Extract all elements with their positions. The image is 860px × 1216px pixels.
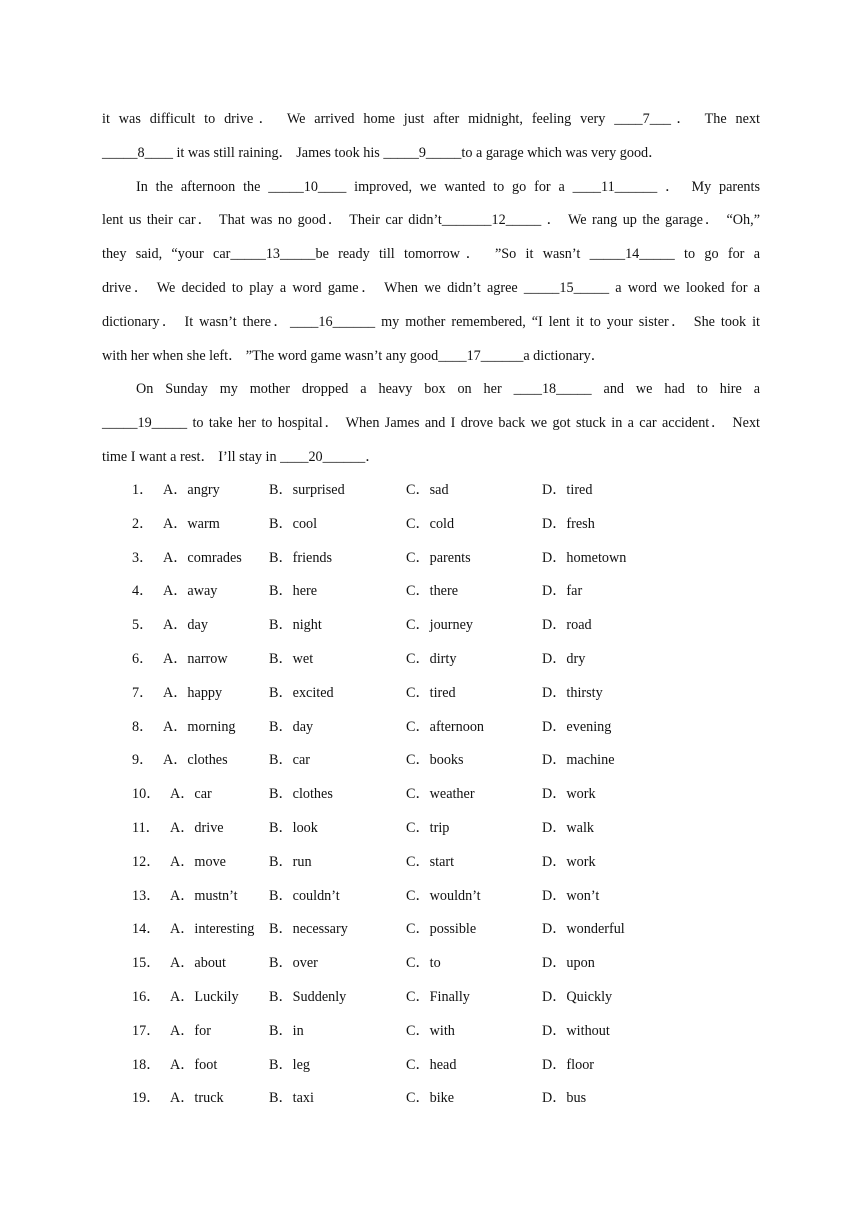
option-d: D．evening xyxy=(542,718,612,735)
option-d: D．hometown xyxy=(542,549,627,566)
option-c: C．books xyxy=(406,752,464,769)
option-c: C．Finally xyxy=(406,988,470,1005)
option-a: A．interesting xyxy=(170,921,255,938)
option-b: B．over xyxy=(269,955,318,972)
option-c: C．bike xyxy=(406,1090,455,1107)
option-b: B．car xyxy=(269,752,310,769)
question-number: 2． xyxy=(132,515,154,532)
option-a: A．warm xyxy=(163,515,220,532)
question-number: 5． xyxy=(132,617,154,634)
option-d: D．road xyxy=(542,617,592,634)
question-row xyxy=(0,947,860,981)
option-d: D．tired xyxy=(542,482,593,498)
question-number: 17． xyxy=(132,1022,161,1039)
option-b: B．necessary xyxy=(269,921,348,938)
option-b: B．taxi xyxy=(269,1090,314,1107)
option-b: B．cool xyxy=(269,515,318,532)
option-c: C．cold xyxy=(406,515,455,532)
option-a: A．truck xyxy=(170,1090,224,1107)
option-b: B．excited xyxy=(269,684,334,701)
option-b: B．night xyxy=(269,617,322,634)
option-c: C．journey xyxy=(406,617,473,634)
passage-line: it was difficult to drive． We arrived home just after midnight, feeling very ____7___． The next xyxy=(102,111,760,127)
question-number: 18． xyxy=(132,1056,161,1073)
option-d: D．thirsty xyxy=(542,684,603,701)
option-a: A．car xyxy=(170,786,212,803)
question-row xyxy=(0,1082,860,1116)
option-b: B．surprised xyxy=(269,482,345,498)
option-a: A．move xyxy=(170,853,226,870)
question-row xyxy=(0,711,860,745)
option-c: C．afternoon xyxy=(406,718,485,735)
option-d: D．upon xyxy=(542,955,595,972)
option-b: B．run xyxy=(269,853,312,870)
question-number: 9． xyxy=(132,752,154,769)
question-row xyxy=(0,913,860,947)
option-b: B．look xyxy=(269,819,318,836)
option-b: B．wet xyxy=(269,650,314,667)
option-c: C．tired xyxy=(406,684,456,701)
option-a: A．Luckily xyxy=(170,988,239,1005)
question-number: 10． xyxy=(132,786,161,803)
option-b: B．in xyxy=(269,1022,304,1039)
passage-line: drive． We decided to play a word game． When we didn’t agree _____15_____ a word we looked for a xyxy=(102,279,760,296)
option-d: D．without xyxy=(542,1022,610,1039)
option-a: A．about xyxy=(170,955,226,972)
option-a: A．happy xyxy=(163,684,223,701)
option-d: D．won’t xyxy=(542,887,600,904)
question-number: 13． xyxy=(132,887,161,904)
question-number: 1． xyxy=(132,482,154,498)
question-number: 12． xyxy=(132,853,161,870)
option-b: B．couldn’t xyxy=(269,887,340,904)
question-number: 16． xyxy=(132,988,161,1005)
option-d: D．bus xyxy=(542,1090,587,1107)
option-c: C．to xyxy=(406,955,441,972)
option-d: D．fresh xyxy=(542,515,595,532)
option-a: A．day xyxy=(163,617,208,634)
option-a: A．away xyxy=(163,583,218,600)
passage-line: dictionary． It wasn’t there．____16______ my mother remembered, “I lent it to your sister． She took it xyxy=(102,313,760,330)
passage-line: they said, “your car_____13_____be ready till tomorrow． ”So it wasn’t _____14_____ to go for a xyxy=(102,246,760,263)
option-c: C．possible xyxy=(406,921,477,938)
option-b: B．day xyxy=(269,718,314,735)
option-a: A．angry xyxy=(163,482,220,498)
option-a: A．narrow xyxy=(163,650,228,667)
option-b: B．here xyxy=(269,583,318,600)
option-a: A．foot xyxy=(170,1056,218,1073)
question-number: 8． xyxy=(132,718,154,735)
question-row xyxy=(0,575,860,609)
option-d: D．machine xyxy=(542,752,615,769)
passage-line: In the afternoon the _____10____ improved, we wanted to go for a ____11______ ． My parents xyxy=(136,178,760,195)
option-c: C．sad xyxy=(406,482,449,498)
question-number: 6． xyxy=(132,650,154,667)
question-number: 3． xyxy=(132,549,154,566)
option-d: D．floor xyxy=(542,1056,595,1073)
question-row xyxy=(0,609,860,643)
option-c: C．trip xyxy=(406,819,450,836)
option-a: A．clothes xyxy=(163,752,228,769)
question-row xyxy=(0,542,860,576)
option-d: D．far xyxy=(542,583,583,600)
question-row xyxy=(0,474,860,508)
question-number: 7． xyxy=(132,684,154,701)
question-number: 19． xyxy=(132,1090,161,1107)
passage-line: On Sunday my mother dropped a heavy box on her ____18_____ and we had to hire a xyxy=(136,381,760,398)
question-number: 14． xyxy=(132,921,161,938)
option-c: C．wouldn’t xyxy=(406,887,481,904)
option-a: A．for xyxy=(170,1022,211,1039)
question-row xyxy=(0,981,860,1015)
option-d: D．work xyxy=(542,786,596,803)
answer-options xyxy=(0,474,860,1116)
option-c: C．there xyxy=(406,583,459,600)
option-d: D．wonderful xyxy=(542,921,625,938)
option-a: A．comrades xyxy=(163,549,242,566)
option-d: D．work xyxy=(542,853,596,870)
option-a: A．morning xyxy=(163,718,236,735)
option-b: B．Suddenly xyxy=(269,988,347,1005)
option-c: C．dirty xyxy=(406,650,457,667)
passage-line: with her when she left． ”The word game wasn’t any good____17______a dictionary． xyxy=(102,347,605,364)
cloze-passage xyxy=(102,103,760,475)
question-row xyxy=(0,744,860,778)
option-c: C．with xyxy=(406,1022,455,1039)
option-a: A．mustn’t xyxy=(170,887,238,904)
passage-line: _____19_____ to take her to hospital． When James and I drove back we got stuck in a car accident． Next xyxy=(102,415,760,432)
question-row xyxy=(0,778,860,812)
question-number: 11． xyxy=(132,819,160,836)
option-d: D．Quickly xyxy=(542,988,613,1005)
option-a: A．drive xyxy=(170,819,224,836)
option-d: D．walk xyxy=(542,819,595,836)
question-row xyxy=(0,846,860,880)
option-c: C．parents xyxy=(406,549,471,566)
option-b: B．friends xyxy=(269,549,333,566)
question-row xyxy=(0,677,860,711)
option-d: D．dry xyxy=(542,650,586,667)
option-b: B．clothes xyxy=(269,786,333,803)
option-c: C．start xyxy=(406,853,455,870)
option-c: C．head xyxy=(406,1056,457,1073)
question-row xyxy=(0,643,860,677)
passage-line: time I want a rest． I’ll stay in ____20______． xyxy=(102,448,380,465)
question-row xyxy=(0,508,860,542)
option-b: B．leg xyxy=(269,1056,310,1073)
passage-line: _____8____ it was still raining． James took his _____9_____to a garage which was very good． xyxy=(102,144,663,161)
question-number: 15． xyxy=(132,955,161,972)
question-number: 4． xyxy=(132,583,154,600)
question-row xyxy=(0,1049,860,1083)
option-c: C．weather xyxy=(406,786,475,803)
question-row xyxy=(0,880,860,914)
question-row xyxy=(0,812,860,846)
question-row xyxy=(0,1015,860,1049)
passage-line: lent us their car． That was no good． Their car didn’t_______12_____ ． We rang up the garage． “Oh,” xyxy=(102,212,760,229)
